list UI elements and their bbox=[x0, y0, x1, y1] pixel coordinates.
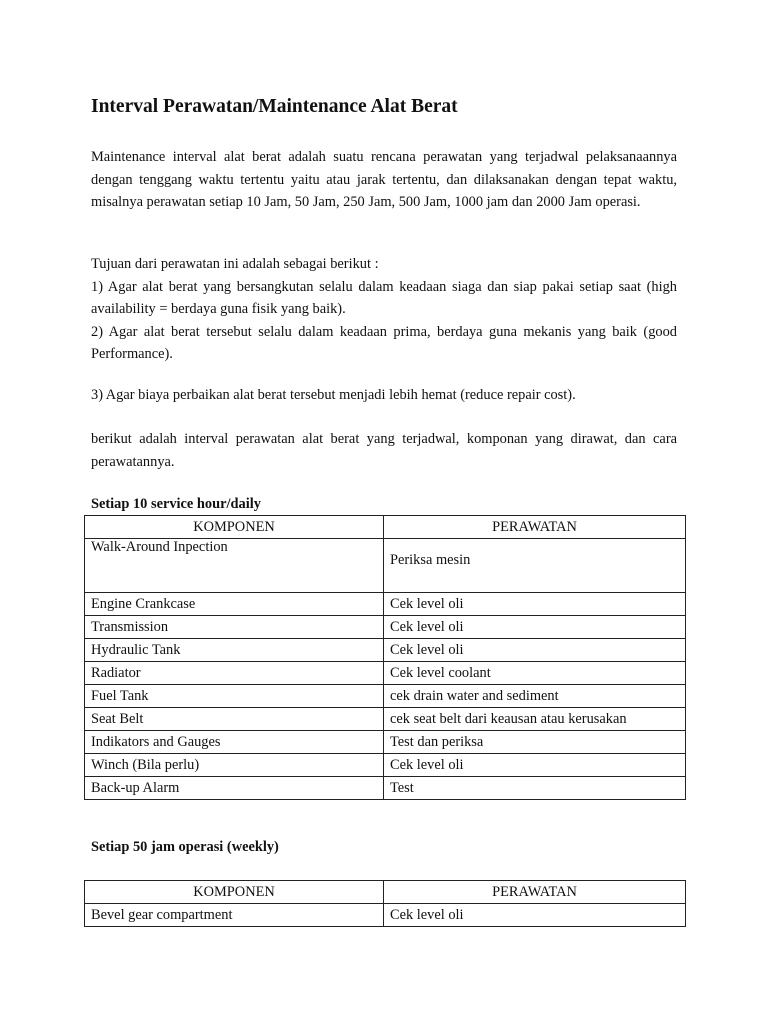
schedule-intro bbox=[91, 428, 677, 473]
cell-perawatan: Cek level oli bbox=[384, 639, 686, 662]
cell-perawatan: Test bbox=[384, 777, 686, 800]
table-row bbox=[85, 685, 686, 708]
cell-komponen: Radiator bbox=[85, 662, 384, 685]
table-row bbox=[85, 616, 686, 639]
document-title: Interval Perawatan/Maintenance Alat Berat bbox=[91, 96, 458, 117]
intro-line-1: Maintenance interval alat berat adalah suatu rencana perawatan yang terjadwal pelaksanaannya bbox=[91, 149, 677, 165]
intro-paragraph bbox=[91, 146, 677, 214]
column-header-komponen: KOMPONEN bbox=[85, 516, 384, 539]
cell-komponen: Transmission bbox=[85, 616, 384, 639]
table-row bbox=[85, 708, 686, 731]
purpose-block bbox=[91, 253, 677, 366]
purpose-1-line-1: 1) Agar alat berat yang bersangkutan selalu dalam keadaan siaga dan siap pakai setiap saat (high bbox=[91, 278, 677, 295]
cell-komponen: Bevel gear compartment bbox=[85, 904, 384, 927]
table-header-row bbox=[85, 516, 686, 539]
table-row bbox=[85, 593, 686, 616]
cell-perawatan: Periksa mesin bbox=[384, 539, 686, 593]
purpose-1-line-2: availability = berdaya guna fisik yang baik). bbox=[91, 301, 346, 317]
table-row bbox=[85, 777, 686, 800]
cell-perawatan: Cek level oli bbox=[384, 593, 686, 616]
schedule-intro-line-1: berikut adalah interval perawatan alat berat yang terjadwal, komponan yang dirawat, dan cara bbox=[91, 431, 677, 447]
cell-komponen: Back-up Alarm bbox=[85, 777, 384, 800]
cell-komponen: Walk-Around Inpection bbox=[85, 539, 384, 593]
purpose-heading: Tujuan dari perawatan ini adalah sebagai berikut : bbox=[91, 256, 379, 272]
intro-line-2: dengan tenggang waktu tertentu yaitu atau jarak tertentu, dan dilaksanakan dengan tepat waktu, bbox=[91, 171, 677, 188]
cell-perawatan: Test dan periksa bbox=[384, 731, 686, 754]
table-row bbox=[85, 639, 686, 662]
column-header-komponen: KOMPONEN bbox=[85, 881, 384, 904]
table-row bbox=[85, 539, 686, 593]
maintenance-table-50-hour bbox=[84, 880, 686, 927]
purpose-3-line: 3) Agar biaya perbaikan alat berat tersebut menjadi lebih hemat (reduce repair cost). bbox=[91, 387, 576, 403]
purpose-2-line-1: 2) Agar alat berat tersebut selalu dalam keadaan prima, berdaya guna mekanis yang baik (good bbox=[91, 323, 677, 340]
cell-perawatan: Cek level oli bbox=[384, 754, 686, 777]
section-heading-50-hour: Setiap 50 jam operasi (weekly) bbox=[91, 839, 279, 855]
maintenance-table-10-hour bbox=[84, 515, 686, 800]
table-row bbox=[85, 731, 686, 754]
cell-perawatan: Cek level coolant bbox=[384, 662, 686, 685]
cell-perawatan: Cek level oli bbox=[384, 616, 686, 639]
cell-perawatan: cek seat belt dari keausan atau kerusakan bbox=[384, 708, 686, 731]
cell-komponen: Indikators and Gauges bbox=[85, 731, 384, 754]
section-heading-10-hour: Setiap 10 service hour/daily bbox=[91, 496, 261, 512]
cell-komponen: Seat Belt bbox=[85, 708, 384, 731]
table-header-row bbox=[85, 881, 686, 904]
purpose-2-line-2: Performance). bbox=[91, 346, 173, 362]
column-header-perawatan: PERAWATAN bbox=[384, 881, 686, 904]
cell-komponen: Engine Crankcase bbox=[85, 593, 384, 616]
schedule-intro-line-2: perawatannya. bbox=[91, 453, 175, 470]
cell-perawatan: cek drain water and sediment bbox=[384, 685, 686, 708]
table-row bbox=[85, 904, 686, 927]
cell-perawatan: Cek level oli bbox=[384, 904, 686, 927]
purpose-3 bbox=[91, 384, 677, 407]
table-row bbox=[85, 662, 686, 685]
table-row bbox=[85, 754, 686, 777]
cell-komponen: Winch (Bila perlu) bbox=[85, 754, 384, 777]
cell-komponen: Hydraulic Tank bbox=[85, 639, 384, 662]
intro-line-3: misalnya perawatan setiap 10 Jam, 50 Jam, 250 Jam, 500 Jam, 1000 jam dan 2000 Jam operasi. bbox=[91, 194, 641, 210]
cell-komponen: Fuel Tank bbox=[85, 685, 384, 708]
column-header-perawatan: PERAWATAN bbox=[384, 516, 686, 539]
